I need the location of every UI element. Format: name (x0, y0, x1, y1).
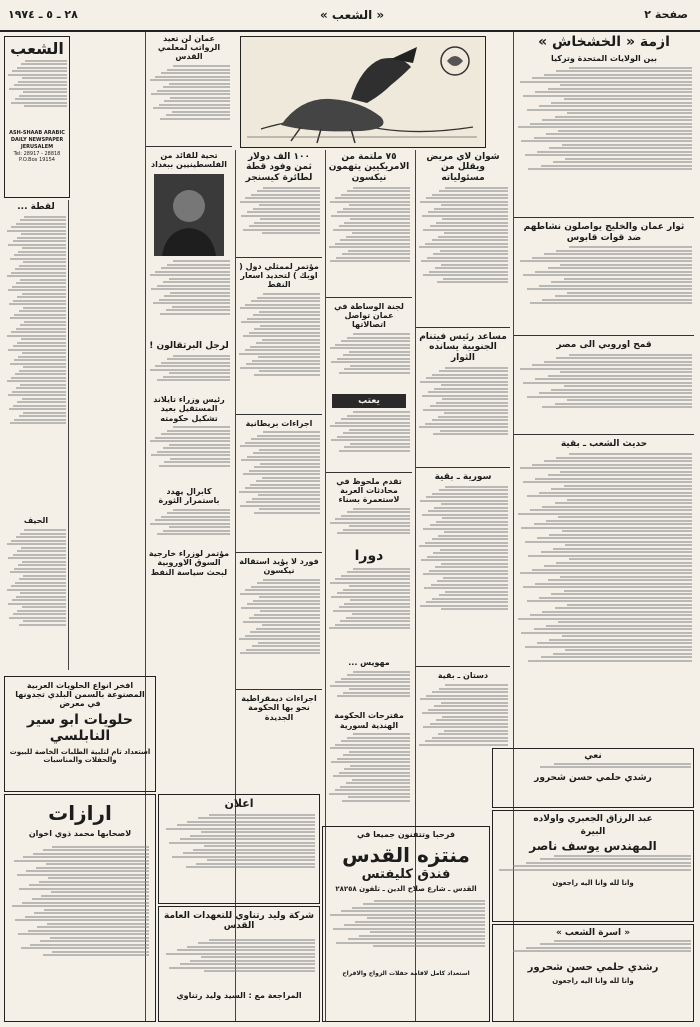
notice-1-title: نعي (584, 751, 602, 761)
headline-orange-man: لرجل البرتقالون ! (149, 340, 229, 351)
headline-75-americans: ٧٥ ملتمة من الامريكيين يتهمون نيكسون (328, 152, 410, 183)
headline-dora: دورا (354, 548, 384, 565)
article-text (326, 566, 412, 656)
article-text (146, 353, 232, 393)
headline-syria-cont: سورية ـ بقية (434, 472, 492, 483)
hotel-ad (322, 826, 490, 1022)
article-text (416, 484, 510, 664)
masthead-english: ASH-SHAAB ARABIC DAILY NEWSPAPER JERUSALEM (9, 130, 65, 150)
flats-ad (4, 794, 156, 1022)
notice-3-name: رشدي حلمي حسن شحرور (527, 962, 659, 973)
masthead-box (4, 36, 70, 198)
portrait-photo (154, 174, 224, 256)
hotel-intro: فرحبا وتتفنون جميعا في (357, 830, 455, 839)
sweets-intro: افخر انواع الحلويات العربية المصنوعة بالسمن البلدي تجدونها في معرض (15, 681, 145, 708)
article-text (416, 185, 510, 325)
article-text (326, 410, 412, 470)
headline-ford-nixon: فورد لا يؤيد استقالة نيكسون (239, 556, 319, 575)
hotel-subname: فندق كليفتس (361, 867, 451, 882)
notice-text (493, 761, 693, 773)
notice-1-name: رشدي حلمي حسن شحرور (534, 773, 652, 783)
article-text (326, 185, 412, 295)
headline-shaab-talk: حديث الشعب ـ بقية (560, 439, 648, 450)
masthead-phone: Tel: 28917 - 28818 (13, 151, 61, 157)
sweets-note: استعداد تام لتلبية الطلبات الخاصة للبيوت والحفلات والمناسبات (9, 748, 151, 764)
headline-thailand-pm: رئيس وزراء تايلاند المستقيل بعيد تشكيل حكومته (153, 395, 225, 423)
headline-snapshot: لقطة ... (17, 202, 55, 212)
article-text (326, 332, 412, 392)
headline-mediation-committee: لجنة الوساطة في عمان تواصل اتصالاتها (334, 302, 404, 330)
article-text (514, 452, 694, 752)
masthead-info (5, 58, 69, 130)
page-number: صفحة ٢ (644, 8, 688, 21)
article-text (416, 365, 510, 465)
headline-oman-rebels: ثوار عمان والخليج يواصلون نشاطهم ضد قوات قابوس (523, 222, 685, 243)
headline-democratic-measures: اجراءات ديمقراطية نحو بها الحكومة الجديدة (241, 694, 317, 722)
flats-owners: لاصحابها محمد ذوي اخوان (28, 829, 132, 838)
sweets-name: حلويات ابو سير النابلسي (27, 712, 133, 744)
article-text (146, 64, 232, 144)
hotel-text (323, 896, 489, 970)
article-text (236, 577, 322, 687)
notice-2-city: البيرة (580, 827, 606, 837)
announcement-box (158, 794, 320, 904)
headline-eu-oil: مؤتمر لوزراء خارجية السوق الاوروبية لبحث سياسة النفط (148, 549, 230, 577)
editorial-cartoon (240, 36, 486, 148)
notice-3-end: وانا لله وانا اليه راجعون (552, 977, 634, 985)
article-text (236, 185, 322, 255)
hotel-name: منتزه القدس (342, 843, 470, 867)
announcement-title: اعلان (224, 797, 254, 810)
headline-vietnam: مساعد رئيس فيتنام الجنوبية يسانده الثوار (419, 332, 507, 363)
headline-opec-conference: مؤتمر لممثلي دول ( اوبك ) لتحديد اسعار النفط (239, 262, 319, 290)
notice-3 (492, 924, 694, 1022)
headline-british-measures: اجراءات بريطانية (245, 418, 313, 428)
notice-2 (492, 810, 694, 922)
article-text (4, 528, 68, 668)
masthead-pobox: P.O.Box 19154 (19, 157, 55, 163)
headline-cabral: كابرال يهدد باستمرار الثورة (158, 486, 220, 506)
left-column (4, 200, 69, 670)
notice-3-family: « اسرة الشعب » (555, 928, 631, 938)
headline-amman-salaries: عمان لن تعيد الرواتب لمعلمي القدس (157, 34, 221, 62)
headline-chou-enlai: شوان لاي مريض ويقلل من مسئولياته (426, 152, 500, 183)
announcement-text (159, 810, 319, 894)
notice-text (493, 938, 693, 962)
article-text (146, 259, 232, 339)
headline-100k-dollars: ١٠٠ الف دولار ثمن وفود قطة لطائرة كيسنجر (245, 152, 313, 183)
company-contact: المراجعة مع : السيد وليد رتناوي (176, 991, 302, 1000)
notice-1 (492, 748, 694, 808)
headline-greeting-baghdad: تحية للقائد من الفلسطينيين ببغداد (150, 150, 227, 169)
masthead-title: الشعب (10, 39, 64, 58)
hotel-note: استعداد كامل لاقامة حفلات الزواج والافراح (342, 970, 470, 977)
article-text (326, 669, 412, 709)
article-text (514, 245, 694, 333)
page-header (0, 0, 700, 32)
article-text (514, 65, 694, 215)
article-text (326, 732, 412, 832)
company-name: شركة وليد رتناوي للتعهدات العامة القدس (163, 911, 314, 931)
paper-name: « الشعب » (320, 8, 385, 22)
headline-poppy-sub: بين الولايات المتحدة وتركيا (551, 54, 657, 64)
sweets-ad (4, 676, 156, 792)
article-text (146, 425, 232, 485)
article-text (4, 214, 68, 514)
notice-2-end: وانا لله وانا اليه راجعون (552, 879, 634, 887)
section-tab: يعتب (332, 394, 406, 408)
hotel-address: القدس ـ شارع صلاح الدين ـ تلفون ٢٨٢٥٨ (335, 885, 477, 893)
headline-progress-talks: تقدم ملحوظ في محادثات العربة لاستعمرة بسناء (336, 476, 402, 504)
headline-india-proposals: مقترحات الحكومة الهندية لسورية (334, 711, 404, 730)
company-text (159, 935, 319, 991)
headline-destan-cont: دستان ـ بقية (437, 671, 489, 681)
ad-text (5, 842, 155, 1006)
headline-mahwis: مهويس ... (348, 658, 390, 668)
article-text (514, 352, 694, 432)
article-text (236, 292, 322, 412)
notice-text (493, 853, 693, 879)
flats-title: ارازات (48, 801, 112, 825)
cartoon-drawing (241, 37, 485, 147)
headline-poppy-crisis: ازمة « الخشخاش » (538, 34, 670, 50)
article-text (146, 507, 232, 547)
notice-2-name: المهندس يوسف ناصر (529, 839, 657, 853)
headline-wheat-egypt: قمح اوروبي الى مصر (556, 339, 652, 350)
issue-date: ٢٨ ـ ٥ ـ ١٩٧٤ (8, 8, 78, 21)
article-text (326, 506, 412, 546)
headline-alhayf: الحيف (23, 516, 49, 526)
notice-2-family: عبد الرزاق الجعبري واولاده (533, 814, 653, 824)
article-text (236, 430, 322, 550)
company-ad (158, 906, 320, 1022)
